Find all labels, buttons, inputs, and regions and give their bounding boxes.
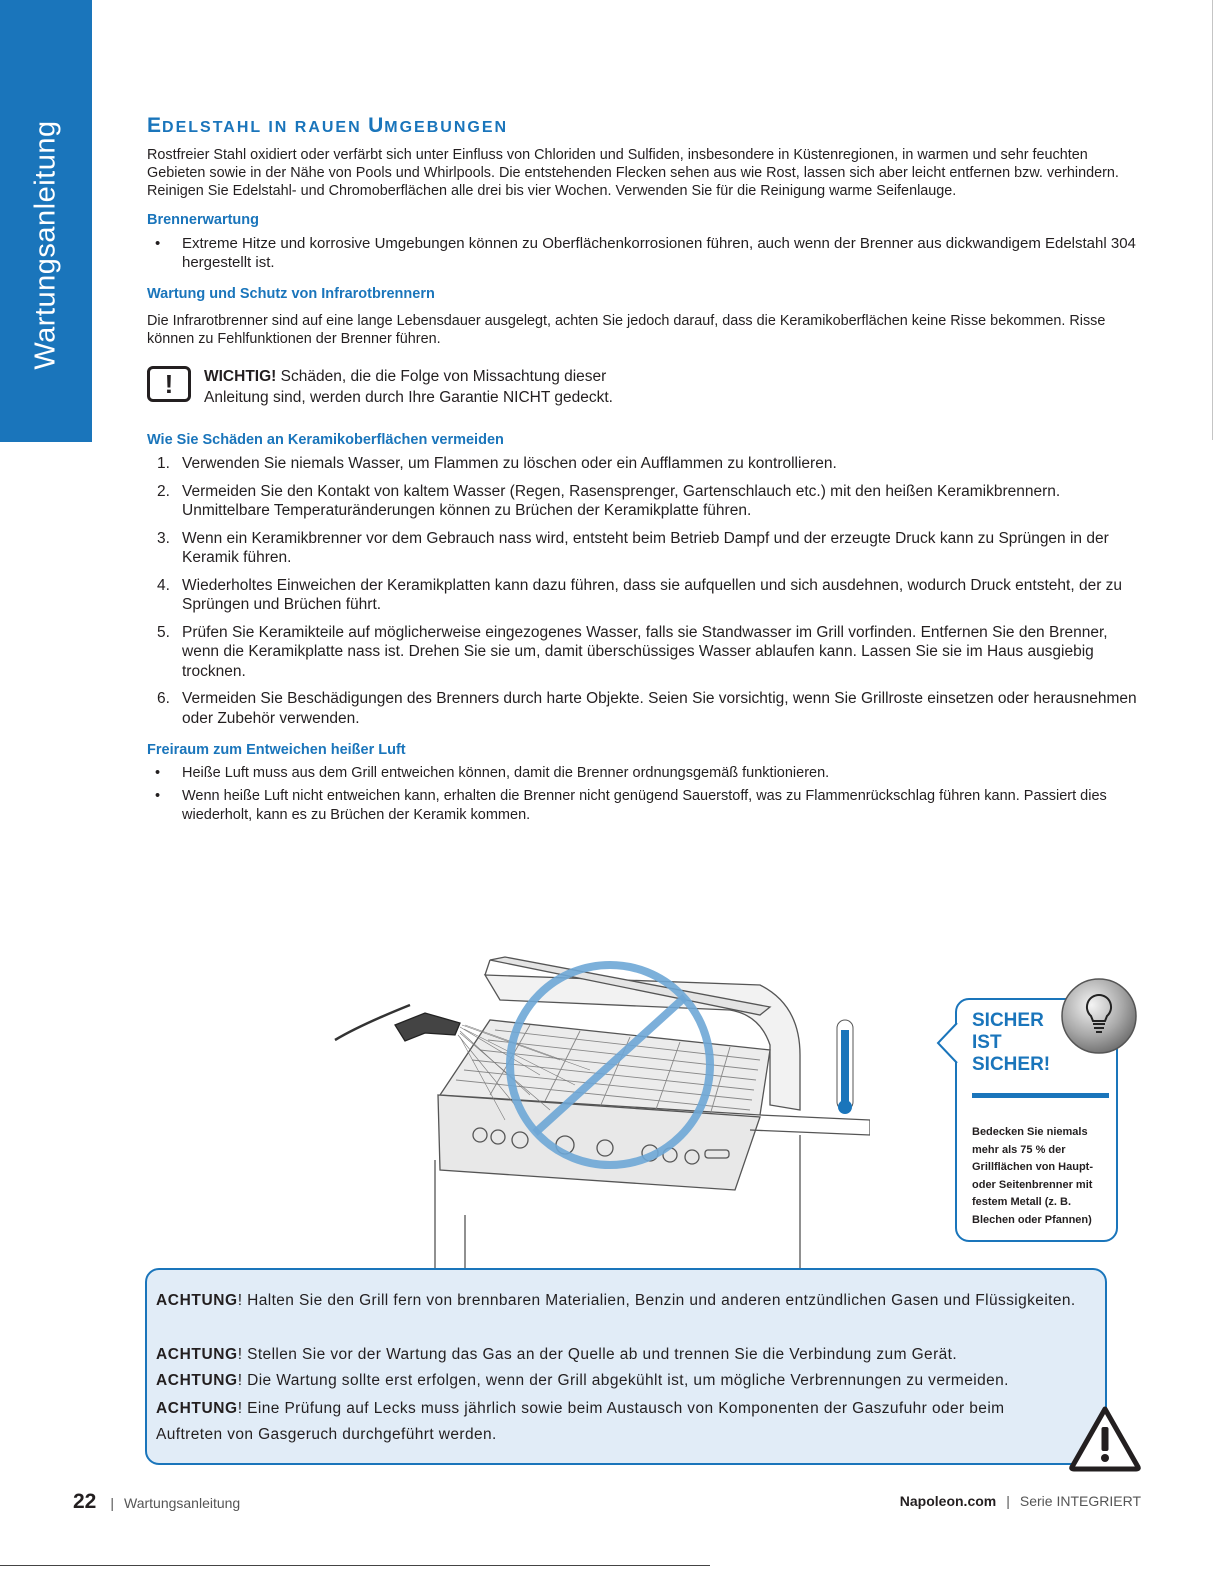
warning-item: ACHTUNG! Stellen Sie vor der Wartung das Gas an der Quelle ab und trennen Sie die Verbindung zum Gerät. xyxy=(156,1346,958,1363)
heading-freiraum: Freiraum zum Entweichen heißer Luft xyxy=(147,742,406,758)
side-tab xyxy=(0,0,92,442)
important-line1: Schäden, die die Folge von Missachtung dieser xyxy=(276,368,607,385)
list-item: • Extreme Hitze und korrosive Umgebungen können zu Oberflächenkorrosionen führen, auch wenn der Brenner aus dickwandigem Edelstahl 304 hergestellt ist. xyxy=(147,234,1142,272)
margin-rule xyxy=(1212,0,1213,440)
warning-triangle-icon xyxy=(1068,1405,1142,1473)
footer-site-link[interactable]: Napoleon.com xyxy=(899,1493,997,1509)
grill-illustration xyxy=(330,945,870,1270)
list-item: • Wenn heiße Luft nicht entweichen kann, erhalten die Brenner nicht genügend Sauerstoff, was zu Flammenrückschlag führen kann. Passiert dies wiederholt, kann es zu Brüchen der Keramik kommen. xyxy=(147,787,1142,825)
list-item: 1. Verwenden Sie niemals Wasser, um Flammen zu löschen oder ein Aufflammen zu kontrollieren. xyxy=(157,455,837,472)
brenner-list xyxy=(147,234,1142,272)
important-notice xyxy=(147,366,1142,410)
list-item: 3. Wenn ein Keramikbrenner vor dem Gebrauch nass wird, entsteht beim Betrieb Dampf und der erzeugte Druck kann zu Sprüngen in der Keramik führen. xyxy=(157,529,1109,566)
footer-separator: | xyxy=(110,1495,114,1511)
lightbulb-icon xyxy=(1060,977,1138,1055)
side-tab-label: Wartungsanleitung xyxy=(29,120,62,370)
exclamation-icon: ! xyxy=(147,366,191,402)
heading-infrarot: Wartung und Schutz von Infrarotbrennern xyxy=(147,286,435,302)
footer-right xyxy=(900,1493,1141,1509)
list-item: 4. Wiederholtes Einweichen der Keramikplatten kann dazu führen, dass sie aufquellen und sich ausdehnen, wodurch Druck entsteht, der zu Sprüngen und Brüchen führt. xyxy=(157,576,1123,613)
page-number: 22 xyxy=(73,1490,97,1513)
list-item: 5. Prüfen Sie Keramikteile auf möglicherweise eingezogenes Wasser, falls sie Standwasser im Grill vorfinden. Entfernen Sie den Brenner, wenn die Keramikplatte nass ist. Drehen Sie sie um, damit überschüssiges Wasser ablaufen kann. Lassen Sie sie im Haus ausgiebig trocknen. xyxy=(157,623,1108,680)
footer-separator: | xyxy=(1006,1493,1010,1509)
safety-tip-text: Bedecken Sie niemals mehr als 75 % der Grillflächen von Haupt- oder Seitenbrenner mit festem Metall (z. B. Blechen oder Pfannen) xyxy=(972,1126,1094,1226)
bottom-rule xyxy=(0,1565,710,1566)
heading-brennerwartung: Brennerwartung xyxy=(147,212,259,228)
footer-left xyxy=(73,1490,240,1514)
keramik-list xyxy=(147,454,1142,728)
list-item: 6. Vermeiden Sie Beschädigungen des Brenners durch harte Objekte. Seien Sie vorsichtig, wenn Sie Grillroste einsetzen oder herausnehmen oder Zubehör verwenden. xyxy=(157,690,1137,727)
important-label: WICHTIG! xyxy=(204,368,277,385)
safety-tip-title: SICHER IST SICHER! xyxy=(972,1010,1051,1075)
intro-paragraph: Rostfreier Stahl oxidiert oder verfärbt sich unter Einfluss von Chloriden und Sulfiden, insbesondere in Küstenregionen, in warmen und sehr feuchten Gebieten sowie in der Nähe von Pools und Whirlpools. Die entstehenden Flecken sehen aus wie Rost, lassen sich aber leicht entfernen bzw. verhindern. Reinigen Sie Edelstahl- und Chromoberflächen alle drei bis vier Wochen. Verwenden Sie für die Reinigung warme Seifenlauge. xyxy=(147,147,1119,199)
warning-box xyxy=(145,1268,1107,1465)
list-item: 2. Vermeiden Sie den Kontakt von kaltem Wasser (Regen, Rasensprenger, Gartenschlauch etc.) mit den heißen Keramikbrennern. Unmittelbare Temperaturänderungen können zu Brüchen der Keramikplatte führen. xyxy=(157,482,1061,519)
warning-item: ACHTUNG! Halten Sie den Grill fern von brennbaren Materialien, Benzin und anderen entzündlichen Gasen und Flüssigkeiten. xyxy=(156,1292,1076,1309)
section-title: EDELSTAHL IN RAUEN UMGEBUNGEN xyxy=(147,114,509,137)
warning-item: ACHTUNG! Die Wartung sollte erst erfolgen, wenn der Grill abgekühlt ist, um mögliche Verbrennungen zu vermeiden. xyxy=(156,1372,1009,1389)
freiraum-list xyxy=(147,764,1142,825)
speech-pointer xyxy=(936,1022,958,1064)
warning-item: ACHTUNG! Eine Prüfung auf Lecks muss jährlich sowie beim Austausch von Komponenten der Gaszufuhr oder beim Auftreten von Gasgeruch durchgeführt werden. xyxy=(156,1400,1005,1443)
main-content xyxy=(147,114,1142,829)
safety-tip-rule xyxy=(972,1093,1109,1098)
footer-section: Wartungsanleitung xyxy=(124,1495,241,1511)
heading-keramik: Wie Sie Schäden an Keramikoberflächen vermeiden xyxy=(147,432,504,448)
infrarot-paragraph: Die Infrarotbrenner sind auf eine lange Lebensdauer ausgelegt, achten Sie jedoch darauf, dass die Keramikoberflächen keine Risse bekommen. Risse können zu Fehlfunktionen der Brenner führen. xyxy=(147,313,1106,347)
footer-series: Serie INTEGRIERT xyxy=(1019,1493,1141,1509)
important-line2: Anleitung sind, werden durch Ihre Garantie NICHT gedeckt. xyxy=(204,389,613,406)
list-item: • Heiße Luft muss aus dem Grill entweichen können, damit die Brenner ordnungsgemäß funktionieren. xyxy=(147,764,1142,783)
